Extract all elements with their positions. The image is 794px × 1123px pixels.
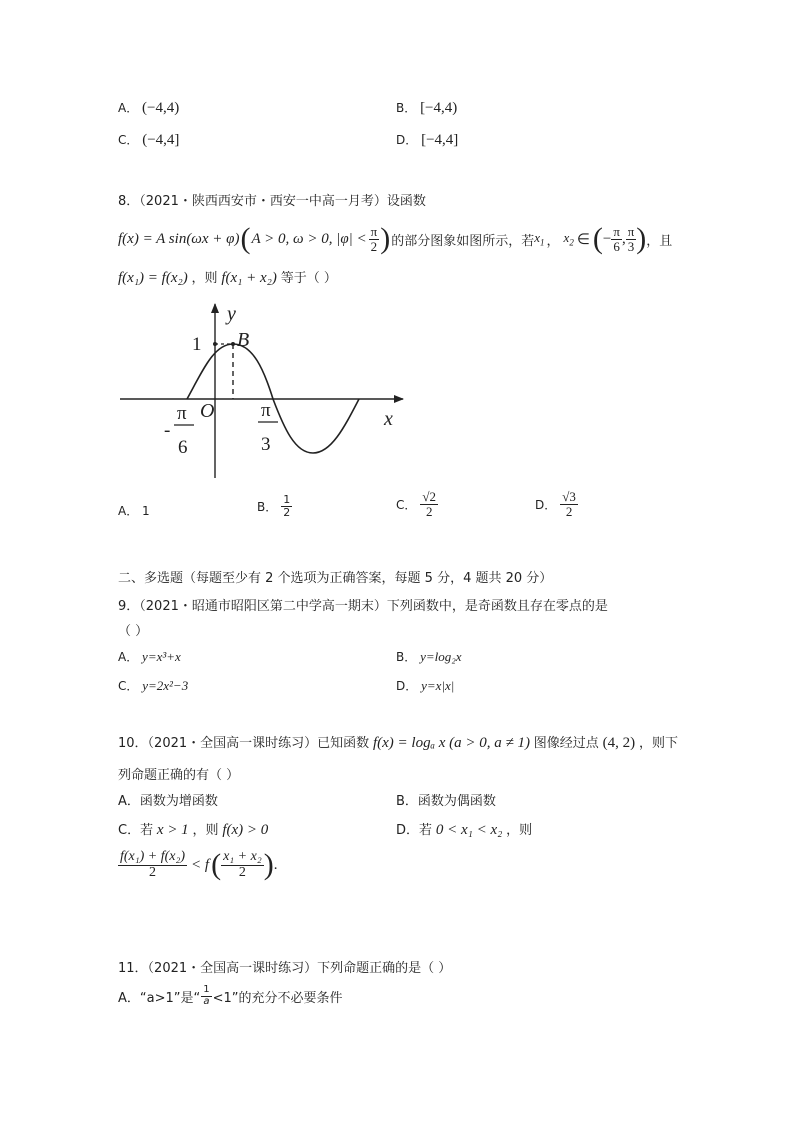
q10-passes: 图像经过点 — [533, 736, 599, 751]
option-math: x > 1 — [156, 822, 189, 838]
q11-option-a — [118, 985, 343, 1007]
var: x — [563, 230, 570, 246]
option-letter: A． — [118, 504, 139, 518]
frac-num: √2 — [422, 489, 437, 504]
big-paren-right: ) — [380, 222, 391, 255]
q7-option-a — [118, 99, 179, 117]
in-sign: ∈ — [576, 231, 590, 248]
q8-line2 — [118, 222, 672, 256]
x-axis-label: x — [384, 408, 393, 430]
frac-num: 1 — [283, 493, 291, 506]
right-frac-den: 3 — [261, 434, 271, 455]
option-text: A．“a>1”是“ — [118, 990, 201, 1006]
q10-option-a: A．函数为增函数 — [118, 794, 218, 809]
option-frac — [560, 490, 578, 518]
option-value: (−4,4] — [142, 132, 180, 148]
big-paren-right: ) — [263, 848, 274, 882]
q8-mid-text: 的部分图象如图所示，若 — [391, 233, 535, 249]
q8-sine-graph — [118, 298, 408, 483]
frac-den: 6 — [611, 239, 622, 254]
q8-int-a — [611, 225, 622, 253]
left-frac-num: π — [177, 403, 187, 424]
option-letter: D． — [396, 679, 418, 693]
y-axis-label: y — [227, 303, 236, 325]
point-b-label: B — [237, 329, 250, 351]
sub: 1 — [540, 237, 545, 248]
q8-function-expr: f(x) = A sin(ωx + φ) — [118, 230, 240, 247]
neg-sign: - — [164, 420, 171, 441]
q8-option-a — [118, 502, 150, 519]
option-math: 0 < x₁ < x₂ — [435, 822, 503, 838]
option-letter: D． — [535, 497, 557, 512]
q10-option-b: B．函数为偶函数 — [396, 794, 496, 809]
q8-tail: ，且 — [646, 233, 673, 249]
frac-den: 2 — [369, 239, 380, 254]
q8-cond-frac — [369, 225, 380, 253]
q8-then: ，则 — [191, 271, 218, 286]
option-letter: C． — [118, 133, 139, 147]
frac-num: π — [627, 223, 635, 239]
q8-x2 — [564, 230, 574, 248]
q7-option-b — [396, 99, 457, 117]
big-paren-left: ( — [211, 848, 222, 882]
period: . — [273, 856, 278, 873]
frac-num: x₁ + x₂ — [223, 849, 262, 864]
option-letter: D． — [396, 133, 418, 147]
q11-line1: 11．（2021・全国高一课时练习）下列命题正确的是（ ） — [118, 961, 452, 976]
frac-den: 2 — [221, 865, 264, 881]
q10-function-expr: f(x) = logₐ x (a > 0, a ≠ 1) — [372, 735, 530, 751]
option-letter: A． — [118, 650, 139, 664]
q10-option-d — [396, 819, 532, 839]
q9-option-a — [118, 648, 181, 665]
q7-option-c — [118, 131, 179, 149]
option-value: [−4,4) — [420, 100, 458, 116]
q10-then: ，则下 — [638, 736, 678, 751]
big-paren-left: ( — [240, 222, 251, 255]
minus-sign: − — [602, 230, 612, 247]
frac-den: 2 — [560, 504, 578, 519]
ineq-lt: < f — [191, 856, 210, 873]
q10-intro: 10．（2021・全国高一课时练习）已知函数 — [118, 736, 370, 751]
option-value: y=2x²−3 — [142, 678, 189, 693]
point-b — [231, 342, 235, 346]
sep: ， — [546, 233, 560, 249]
q8-condition: A > 0, ω > 0, |φ| < — [251, 230, 367, 247]
q8-option-c — [396, 490, 438, 518]
q8-heading: 8．（2021・陕西西安市・西安一中高一月考）设函数 — [118, 194, 426, 209]
q9-line1: 9．（2021・昭通市昭阳区第二中学高一期末）下列函数中，是奇函数且存在零点的是 — [118, 599, 608, 614]
q8-equality: f(x₁) = f(x₂) — [118, 270, 188, 286]
ineq-inner-frac — [221, 850, 264, 880]
option-frac — [281, 494, 292, 518]
q7-option-d — [396, 131, 458, 149]
section-heading: 二、多选题（每题至少有 2 个选项为正确答案，每题 5 分，4 题共 20 分） — [118, 571, 553, 586]
big-paren-left: ( — [592, 222, 603, 255]
q10-inequality — [118, 850, 277, 880]
option-letter: C． — [118, 679, 139, 693]
frac-num: √3 — [562, 489, 576, 504]
option-letter: C． — [396, 497, 417, 512]
option-text: ，则 — [506, 823, 533, 838]
option-text: C．若 — [118, 823, 154, 838]
one-label: 1 — [192, 334, 202, 355]
option-math: f(x) > 0 — [222, 822, 269, 838]
option-frac — [420, 490, 438, 518]
option-text: D．若 — [396, 823, 433, 838]
frac-num: π — [613, 223, 620, 239]
ineq-left-frac — [118, 850, 187, 880]
big-paren-right: ) — [636, 222, 647, 255]
origin-label: O — [200, 400, 215, 422]
comma: , — [621, 230, 626, 247]
option-letter: A． — [118, 101, 139, 115]
frac-den: 2 — [283, 505, 291, 519]
q10-line2: 列命题正确的有（ ） — [118, 768, 240, 783]
q8-option-b — [257, 494, 292, 518]
var: x — [534, 230, 541, 246]
option-value: y=log₂x — [420, 649, 462, 664]
tick-dot — [213, 342, 217, 346]
option-letter: B． — [396, 650, 417, 664]
frac-num: 1 — [203, 984, 210, 995]
q8-equals-blank: 等于（ ） — [280, 271, 337, 286]
q8-option-d — [535, 490, 578, 518]
option-value: 1 — [142, 504, 150, 518]
frac-num: f(x₁) + f(x₂) — [120, 849, 186, 864]
q9-option-b — [396, 648, 462, 665]
option-frac — [201, 985, 211, 1007]
q10-line1 — [118, 732, 678, 752]
option-text: <1”的充分不必要条件 — [212, 990, 343, 1006]
q8-line3 — [118, 267, 337, 287]
frac-den: 3 — [626, 239, 637, 254]
left-frac-den: 6 — [178, 437, 188, 458]
q8-x1 — [534, 230, 544, 248]
q8-int-b — [626, 225, 637, 253]
q9-option-d — [396, 677, 454, 694]
right-frac-num: π — [261, 400, 271, 421]
option-value: [−4,4] — [421, 132, 459, 148]
option-value: y=x|x| — [421, 678, 455, 693]
option-value: (−4,4) — [142, 100, 180, 116]
q10-option-c — [118, 819, 268, 839]
q9-option-c — [118, 677, 188, 694]
frac-num: π — [370, 223, 378, 239]
sub: 2 — [569, 237, 574, 248]
option-text: ，则 — [192, 823, 219, 838]
q8-target-expr: f(x₁ + x₂) — [221, 270, 277, 286]
q10-point: (4, 2) — [602, 735, 636, 751]
frac-den: a — [201, 996, 211, 1008]
frac-den: 2 — [420, 504, 438, 519]
option-letter: B． — [396, 101, 417, 115]
option-value: y=x³+x — [142, 649, 181, 664]
q9-line2: （ ） — [118, 624, 149, 639]
frac-den: 2 — [118, 865, 187, 881]
option-letter: B． — [257, 499, 278, 514]
